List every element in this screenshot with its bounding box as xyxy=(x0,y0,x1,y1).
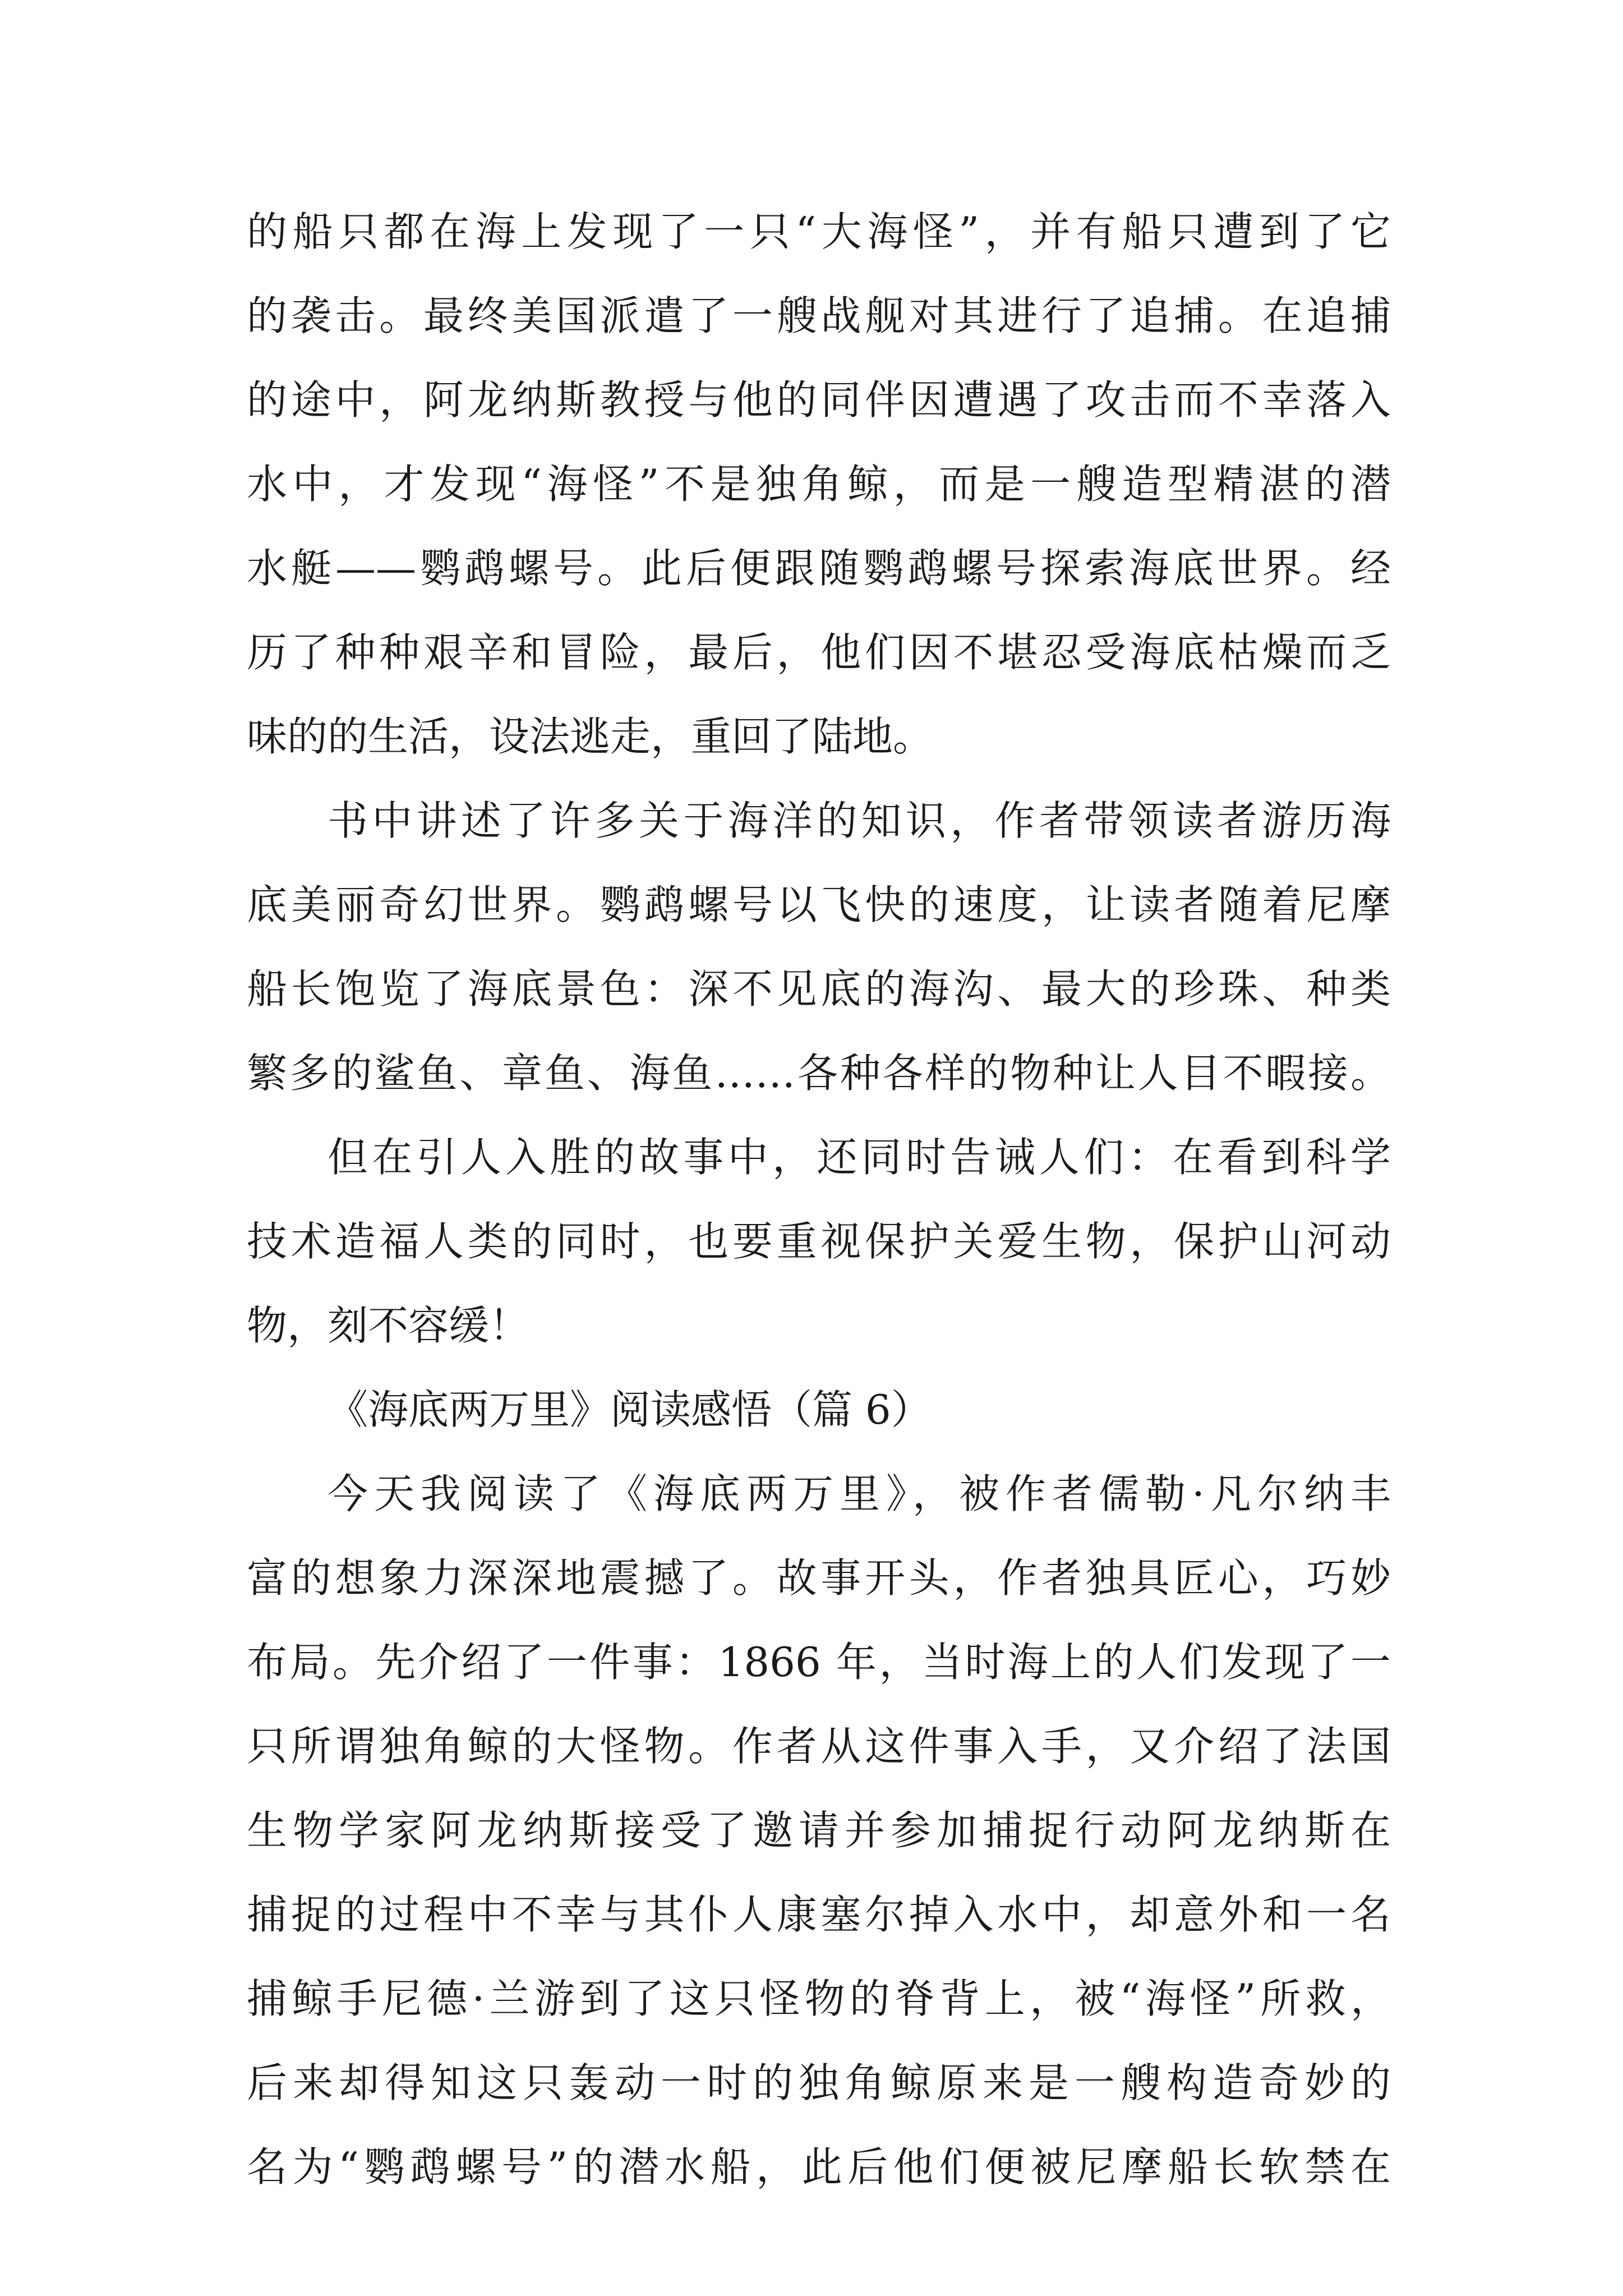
text-line: 技术造福人类的同时，也要重视保护关爱生物，保护山河动 xyxy=(247,1218,1391,1265)
text-line: 生物学家阿龙纳斯接受了邀请并参加捕捉行动阿龙纳斯在 xyxy=(247,1807,1391,1854)
text-line: 捕鲸手尼德·兰游到了这只怪物的脊背上，被“海怪”所救， xyxy=(247,1975,1391,2022)
text-line: 船长饱览了海底景色：深不见底的海沟、最大的珍珠、种类 xyxy=(247,965,1391,1013)
paragraph-first-line: 书中讲述了许多关于海洋的知识，作者带领读者游历海 xyxy=(328,797,1391,844)
text-line: 底美丽奇幻世界。鹦鹉螺号以飞快的速度，让读者随着尼摩 xyxy=(247,881,1391,928)
text-line: 后来却得知这只轰动一时的独角鲸原来是一艘构造奇妙的 xyxy=(247,2059,1391,2106)
text-line: 水中，才发现“海怪”不是独角鲸，而是一艘造型精湛的潜 xyxy=(247,461,1391,508)
text-line: 捕捉的过程中不幸与其仆人康塞尔掉入水中，却意外和一名 xyxy=(247,1891,1391,1938)
paragraph-first-line: 今天我阅读了《海底两万里》，被作者儒勒·凡尔纳丰 xyxy=(328,1470,1391,1517)
text-line: 的袭击。最终美国派遣了一艘战舰对其进行了追捕。在追捕 xyxy=(247,292,1391,339)
paragraph-first-line: 但在引人入胜的故事中，还同时告诫人们：在看到科学 xyxy=(328,1134,1391,1181)
text-line: 水艇——鹦鹉螺号。此后便跟随鹦鹉螺号探索海底世界。经 xyxy=(247,545,1391,592)
text-line: 名为“鹦鹉螺号”的潜水船，此后他们便被尼摩船长软禁在 xyxy=(247,2143,1391,2191)
text-line: 富的想象力深深地震撼了。故事开头，作者独具匠心，巧妙 xyxy=(247,1554,1391,1602)
text-line: 的途中，阿龙纳斯教授与他的同伴因遭遇了攻击而不幸落入 xyxy=(247,376,1391,424)
text-line: 味的的生活，设法逃走，重回了陆地。 xyxy=(247,713,934,760)
text-line: 的船只都在海上发现了一只“大海怪”，并有船只遭到了它 xyxy=(247,208,1391,255)
text-line: 物，刻不容缓！ xyxy=(247,1302,530,1349)
text-line: 只所谓独角鲸的大怪物。作者从这件事入手，又介绍了法国 xyxy=(247,1723,1391,1770)
text-line: 繁多的鲨鱼、章鱼、海鱼……各种各样的物种让人目不暇接。 xyxy=(247,1050,1391,1097)
section-title: 《海底两万里》阅读感悟（篇 6） xyxy=(328,1386,932,1433)
text-line: 历了种种艰辛和冒险，最后，他们因不堪忍受海底枯燥而乏 xyxy=(247,629,1391,676)
text-line: 布局。先介绍了一件事：1866 年，当时海上的人们发现了一 xyxy=(247,1639,1391,1686)
